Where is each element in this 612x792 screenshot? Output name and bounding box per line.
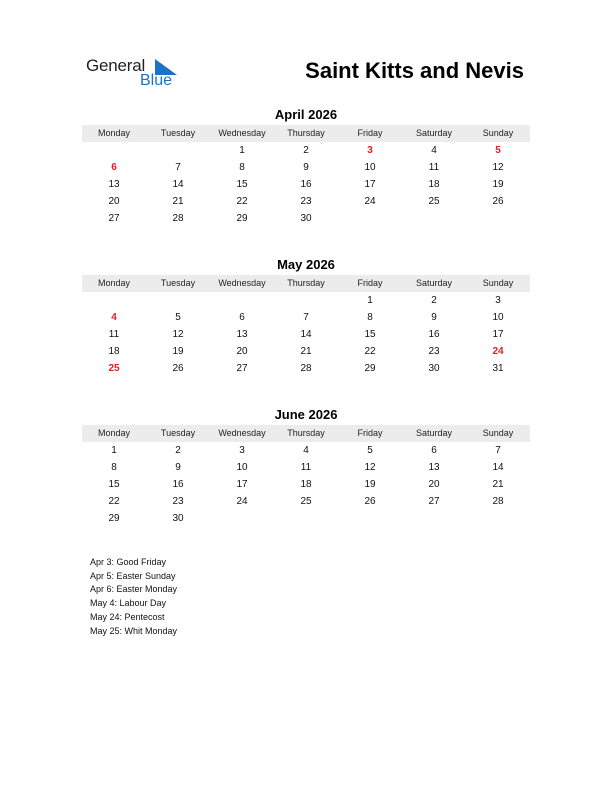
day-cell: 19 <box>172 346 184 357</box>
day-cell: 27 <box>108 213 120 224</box>
day-cell <box>82 142 146 159</box>
day-cell: 4 <box>431 145 437 156</box>
day-cell: 3 <box>495 295 501 306</box>
day-cell: 20 <box>236 346 248 357</box>
day-cell <box>210 292 274 309</box>
day-cell: 15 <box>108 479 120 490</box>
weekday-header-row <box>82 275 530 292</box>
weekday-header: Friday <box>357 278 383 288</box>
holiday-entry: Apr 5: Easter Sunday <box>90 570 176 581</box>
day-cell: 20 <box>108 196 120 207</box>
weekday-header: Monday <box>97 128 131 138</box>
weekday-header: Saturday <box>415 278 453 288</box>
day-cell: 29 <box>236 213 248 224</box>
week-row <box>82 476 530 493</box>
day-cell: 21 <box>172 196 184 207</box>
logo <box>86 56 186 92</box>
day-cell: 25 <box>300 496 312 507</box>
day-cell: 23 <box>172 496 184 507</box>
day-cell: 29 <box>364 363 376 374</box>
week-row <box>82 292 530 309</box>
week-row <box>82 459 530 476</box>
day-cell: 28 <box>300 363 312 374</box>
day-cell: 2 <box>431 295 437 306</box>
day-cell <box>466 210 530 227</box>
weekday-header-row <box>82 425 530 442</box>
day-cell: 11 <box>108 329 120 340</box>
day-cell: 18 <box>108 346 120 357</box>
month-title: June 2026 <box>274 407 338 422</box>
holiday-entry: May 4: Labour Day <box>90 598 167 609</box>
weekday-header: Thursday <box>287 278 325 288</box>
day-cell <box>210 510 274 527</box>
week-row <box>82 176 530 193</box>
day-cell: 26 <box>492 196 504 207</box>
month-april <box>82 107 530 227</box>
day-cell: 30 <box>172 513 184 524</box>
month-title: May 2026 <box>277 257 335 272</box>
day-cell: 23 <box>300 196 312 207</box>
day-cell: 23 <box>428 346 440 357</box>
weekday-header: Friday <box>357 428 383 438</box>
day-cell: 24 <box>364 196 376 207</box>
day-cell: 27 <box>428 496 440 507</box>
day-cell: 10 <box>492 312 504 323</box>
week-row <box>82 159 530 176</box>
weekday-header: Thursday <box>287 428 325 438</box>
month-title: April 2026 <box>274 107 338 122</box>
day-cell: 3 <box>239 445 245 456</box>
day-cell <box>338 510 402 527</box>
day-cell: 28 <box>172 213 184 224</box>
day-cell: 22 <box>364 346 376 357</box>
day-cell <box>274 510 338 527</box>
day-cell: 7 <box>303 312 309 323</box>
day-cell: 14 <box>172 179 184 190</box>
day-cell: 10 <box>236 462 248 473</box>
day-cell: 18 <box>428 179 440 190</box>
holiday-day-cell: 4 <box>111 312 117 323</box>
day-cell: 4 <box>303 445 309 456</box>
holiday-day-cell: 24 <box>492 346 504 357</box>
day-cell: 26 <box>172 363 184 374</box>
holiday-day-cell: 3 <box>367 145 373 156</box>
day-cell: 31 <box>492 363 504 374</box>
weekday-header: Saturday <box>415 128 453 138</box>
month-may <box>82 257 530 377</box>
day-cell: 17 <box>364 179 376 190</box>
day-cell <box>338 210 402 227</box>
weekday-header: Tuesday <box>160 278 196 288</box>
day-cell: 22 <box>108 496 120 507</box>
day-cell: 22 <box>236 196 248 207</box>
day-cell <box>274 292 338 309</box>
weekday-header: Sunday <box>482 278 514 288</box>
day-cell: 1 <box>111 445 117 456</box>
day-cell: 14 <box>300 329 312 340</box>
week-row <box>82 193 530 210</box>
week-row <box>82 343 530 360</box>
holiday-list <box>90 556 177 638</box>
week-row <box>82 142 530 159</box>
weekday-header: Monday <box>97 428 131 438</box>
day-cell: 24 <box>236 496 248 507</box>
day-cell: 5 <box>367 445 373 456</box>
holiday-entry: May 24: Pentecost <box>90 611 165 622</box>
day-cell: 11 <box>428 162 440 173</box>
week-row <box>82 442 530 459</box>
day-cell: 18 <box>300 479 312 490</box>
day-cell: 8 <box>367 312 373 323</box>
day-cell: 21 <box>300 346 312 357</box>
day-cell: 20 <box>428 479 440 490</box>
day-cell: 10 <box>364 162 376 173</box>
weekday-header: Friday <box>357 128 383 138</box>
day-cell: 7 <box>495 445 501 456</box>
weekday-header: Tuesday <box>160 128 196 138</box>
week-row <box>82 510 530 527</box>
week-row <box>82 493 530 510</box>
logo-blue-text: Blue <box>140 72 173 89</box>
week-row <box>82 210 530 227</box>
day-cell: 11 <box>300 462 312 473</box>
weekday-header-row <box>82 125 530 142</box>
holiday-day-cell: 6 <box>111 162 117 173</box>
day-cell: 9 <box>431 312 437 323</box>
day-cell <box>402 510 466 527</box>
day-cell: 16 <box>172 479 184 490</box>
week-row <box>82 360 530 377</box>
day-cell: 13 <box>236 329 248 340</box>
day-cell <box>82 292 146 309</box>
day-cell: 13 <box>428 462 440 473</box>
day-cell: 5 <box>175 312 181 323</box>
month-june <box>82 407 530 527</box>
day-cell: 2 <box>303 145 309 156</box>
day-cell: 27 <box>236 363 248 374</box>
day-cell: 7 <box>175 162 181 173</box>
holiday-entry: May 25: Whit Monday <box>90 625 178 636</box>
holiday-entry: Apr 3: Good Friday <box>90 557 167 567</box>
day-cell: 28 <box>492 496 504 507</box>
day-cell: 30 <box>300 213 312 224</box>
day-cell: 6 <box>431 445 437 456</box>
day-cell: 6 <box>239 312 245 323</box>
day-cell: 8 <box>111 462 117 473</box>
day-cell <box>146 142 210 159</box>
day-cell <box>466 510 530 527</box>
day-cell: 14 <box>492 462 504 473</box>
day-cell <box>146 292 210 309</box>
weekday-header: Tuesday <box>160 428 196 438</box>
day-cell: 19 <box>492 179 504 190</box>
day-cell: 16 <box>300 179 312 190</box>
holiday-entry: Apr 6: Easter Monday <box>90 584 178 595</box>
day-cell: 17 <box>492 329 504 340</box>
day-cell: 30 <box>428 363 440 374</box>
day-cell <box>402 210 466 227</box>
day-cell: 26 <box>364 496 376 507</box>
country-title: Saint Kitts and Nevis <box>305 58 524 83</box>
weekday-header: Wednesday <box>218 428 266 438</box>
day-cell: 15 <box>364 329 376 340</box>
day-cell: 1 <box>367 295 373 306</box>
day-cell: 29 <box>108 513 120 524</box>
weekday-header: Thursday <box>287 128 325 138</box>
day-cell: 1 <box>239 145 245 156</box>
logo-general-text: General <box>86 56 146 75</box>
day-cell: 9 <box>175 462 181 473</box>
week-row <box>82 309 530 326</box>
day-cell: 12 <box>364 462 376 473</box>
weekday-header: Wednesday <box>218 128 266 138</box>
week-row <box>82 326 530 343</box>
day-cell: 25 <box>428 196 440 207</box>
weekday-header: Sunday <box>482 128 514 138</box>
day-cell: 13 <box>108 179 120 190</box>
weekday-header: Sunday <box>482 428 514 438</box>
day-cell: 16 <box>428 329 440 340</box>
day-cell: 2 <box>175 445 181 456</box>
day-cell: 19 <box>364 479 376 490</box>
day-cell: 9 <box>303 162 309 173</box>
day-cell: 21 <box>492 479 504 490</box>
day-cell: 15 <box>236 179 248 190</box>
weekday-header: Wednesday <box>218 278 266 288</box>
weekday-header: Saturday <box>415 428 453 438</box>
weekday-header: Monday <box>97 278 131 288</box>
holiday-day-cell: 25 <box>108 363 120 374</box>
day-cell: 12 <box>172 329 184 340</box>
day-cell: 17 <box>236 479 248 490</box>
day-cell: 8 <box>239 162 245 173</box>
day-cell: 12 <box>492 162 504 173</box>
holiday-day-cell: 5 <box>495 145 501 156</box>
